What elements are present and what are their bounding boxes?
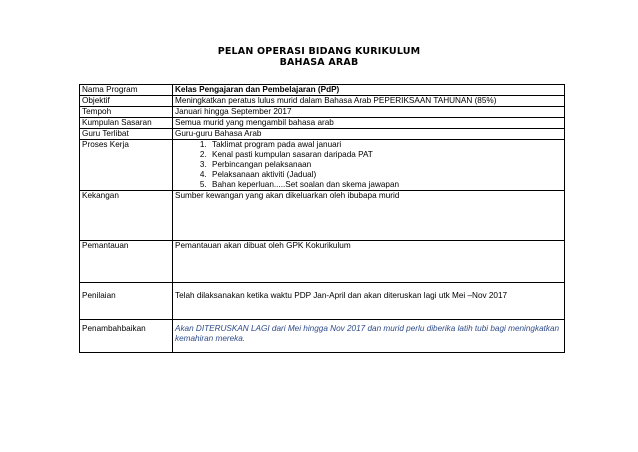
- row-value: Kelas Pengajaran dan Pembelajaran (PdP): [173, 85, 565, 96]
- row-value: Guru-guru Bahasa Arab: [173, 129, 565, 140]
- list-item: 3. Perbincangan pelaksanaan: [209, 160, 562, 170]
- row-label: Penambahbaikan: [80, 320, 173, 353]
- row-label: Kekangan: [80, 191, 173, 241]
- table-row-penilaian: [80, 283, 565, 320]
- row-label: Tempoh: [80, 107, 173, 118]
- row-value: [173, 140, 565, 191]
- row-value: Januari hingga September 2017: [173, 107, 565, 118]
- row-label: Guru Terlibat: [80, 129, 173, 140]
- row-label: Proses Kerja: [80, 140, 173, 191]
- table-row-kumpulan-sasaran: [80, 118, 565, 129]
- list-item: 5. Bahan keperluan.....Set soalan dan skema jawapan: [209, 180, 562, 190]
- row-value: Pemantauan akan dibuat oleh GPK Kokurikulum: [173, 241, 565, 283]
- table-row-guru-terlibat: [80, 129, 565, 140]
- table-row-kekangan: [80, 191, 565, 241]
- process-steps-list: [175, 140, 562, 190]
- row-value: Telah dilaksanakan ketika waktu PDP Jan-April dan akan diteruskan lagi utk Mei –Nov 2017: [173, 283, 565, 320]
- row-label: Penilaian: [80, 283, 173, 320]
- plan-table: [79, 84, 565, 353]
- title-line-2: BAHASA ARAB: [279, 57, 359, 68]
- table-row-tempoh: [80, 107, 565, 118]
- table-row-pemantauan: [80, 241, 565, 283]
- list-item: 2. Kenal pasti kumpulan sasaran daripada PAT: [209, 150, 562, 160]
- table-row-penambahbaikan: [80, 320, 565, 353]
- row-label: Pemantauan: [80, 241, 173, 283]
- document-title: [0, 46, 638, 68]
- list-item: 4. Pelaksanaan aktiviti (Jadual): [209, 170, 562, 180]
- row-label: Objektif: [80, 96, 173, 107]
- row-value: Meningkatkan peratus lulus murid dalam Bahasa Arab PEPERIKSAAN TAHUNAN (85%): [173, 96, 565, 107]
- table-row-objektif: [80, 96, 565, 107]
- table-row-proses-kerja: [80, 140, 565, 191]
- list-item: 1. Taklimat program pada awal januari: [209, 140, 562, 150]
- row-value: Sumber kewangan yang akan dikeluarkan oleh ibubapa murid: [173, 191, 565, 241]
- row-value: Akan DITERUSKAN LAGI dari Mei hingga Nov 2017 dan murid perlu diberika latih tubi bagi meningkatkan kemahiran mereka.: [173, 320, 565, 353]
- table-row-nama-program: [80, 85, 565, 96]
- row-label: Nama Program: [80, 85, 173, 96]
- row-value: Semua murid yang mengambil bahasa arab: [173, 118, 565, 129]
- title-line-1: PELAN OPERASI BIDANG KURIKULUM: [217, 46, 421, 57]
- row-label: Kumpulan Sasaran: [80, 118, 173, 129]
